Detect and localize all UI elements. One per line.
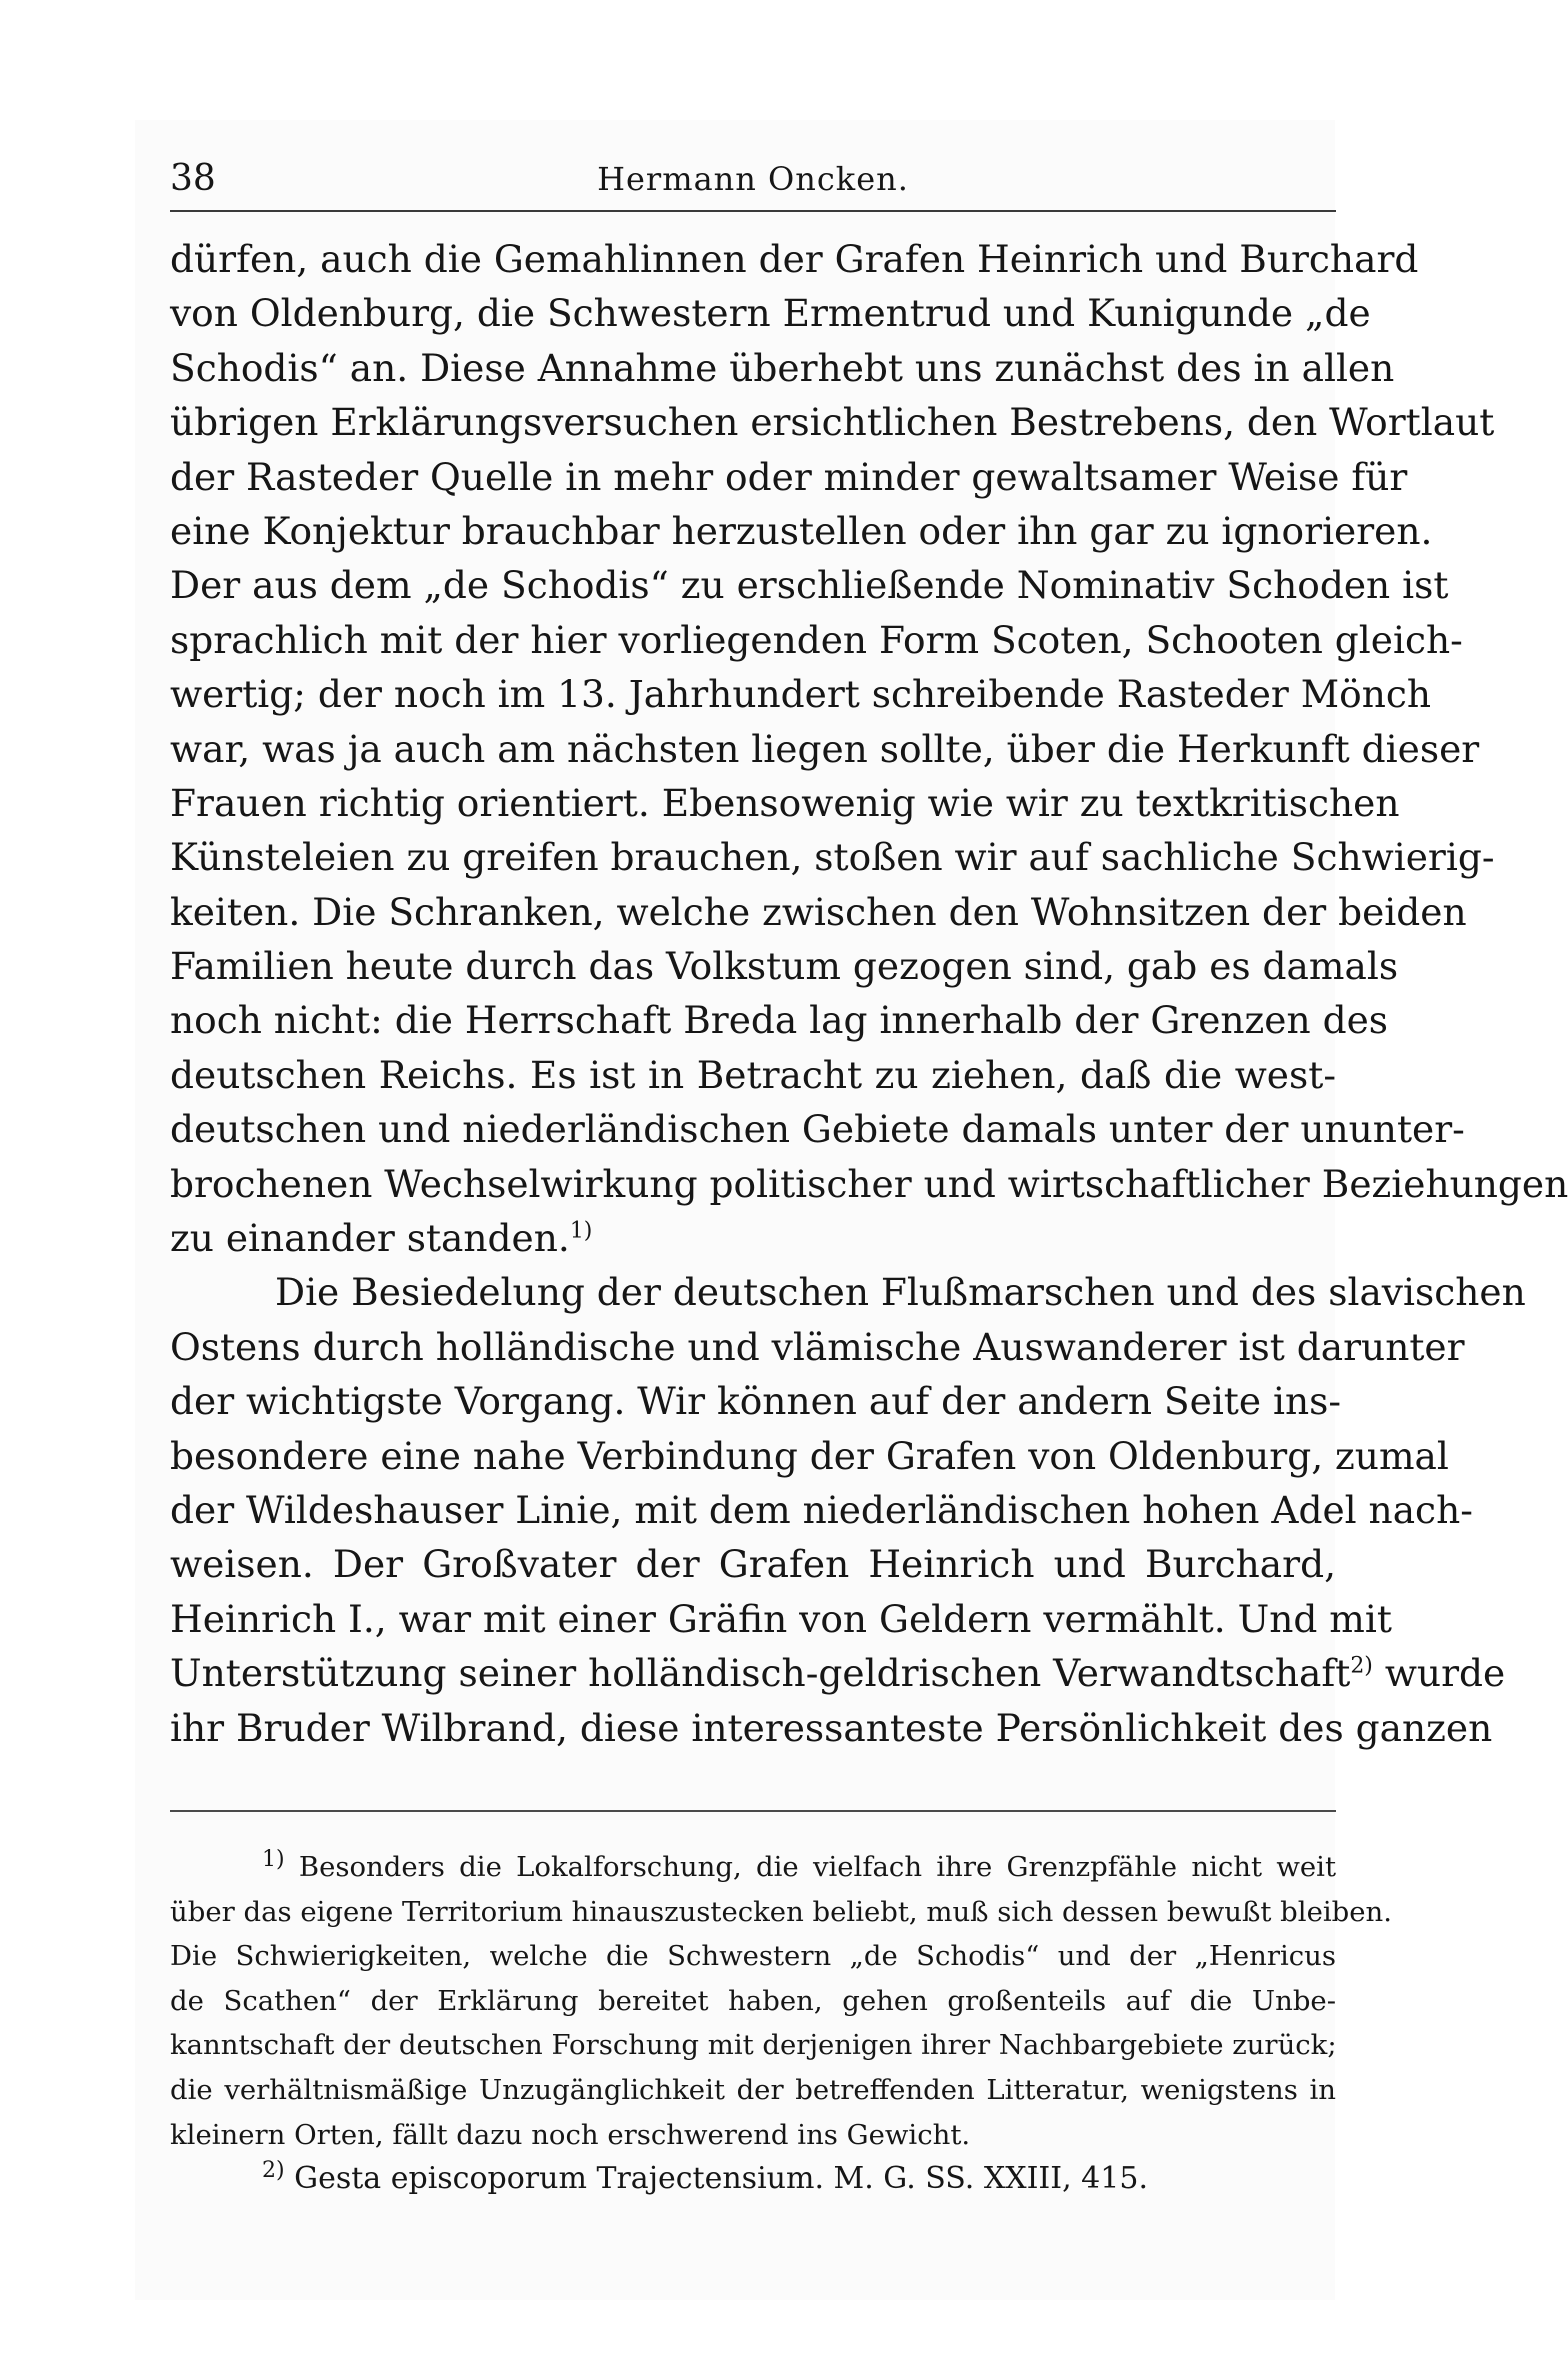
text-line-content: Unterstützung seiner holländisch-geldrischen Verwandtschaft <box>170 1651 1351 1696</box>
text-line: Frauen richtig orientiert. Ebensowenig wie wir zu textkritischen <box>170 780 1400 825</box>
footnote-line: kanntschaft der deutschen Forschung mit derjenigen ihrer Nachbargebiete zurück; <box>170 2029 1337 2062</box>
text-line: weisen. Der Großvater der Grafen Heinrich und Burchard, <box>170 1542 1336 1587</box>
footnote-line: über das eigene Territorium hinauszustecken beliebt, muß sich dessen bewußt bleiben. <box>170 1895 1392 1928</box>
text-line: keiten. Die Schranken, welche zwischen den Wohnsitzen der beiden <box>170 889 1467 934</box>
text-line: Schodis“ an. Diese Annahme überhebt uns zunächst des in allen <box>170 345 1395 390</box>
text-line: der Rasteder Quelle in mehr oder minder gewaltsamer Weise für <box>170 454 1408 499</box>
text-line: deutschen Reichs. Es ist in Betracht zu ziehen, daß die west- <box>170 1052 1336 1097</box>
text-line-content: zu einander standen. <box>170 1216 570 1261</box>
text-line: deutschen und niederländischen Gebiete damals unter der ununter- <box>170 1107 1465 1152</box>
body-text <box>170 232 1568 1755</box>
footnote-text: Besonders die Lokalforschung, die vielfach ihre Grenzpfähle nicht weit <box>298 1851 1336 1883</box>
footnote-line: de Scathen“ der Erklärung bereitet haben, gehen großenteils auf die Unbe- <box>170 1984 1336 2017</box>
text-line: der wichtigste Vorgang. Wir können auf der andern Seite ins- <box>170 1379 1342 1424</box>
text-line: Ostens durch holländische und vlämische Auswanderer ist darunter <box>170 1324 1465 1369</box>
footnote-line: Die Schwierigkeiten, welche die Schwestern „de Schodis“ und der „Henricus <box>170 1940 1336 1973</box>
text-line: brochenen Wechselwirkung politischer und wirtschaftlicher Beziehungen <box>170 1161 1568 1206</box>
footnote-ref-2: 2) <box>1350 1653 1373 1679</box>
text-line: der Wildeshauser Linie, mit dem niederländischen hohen Adel nach- <box>170 1487 1473 1532</box>
text-line: von Oldenburg, die Schwestern Ermentrud und Kunigunde „de <box>170 291 1371 336</box>
footnote-line: die verhältnismäßige Unzugänglichkeit der betreffenden Litteratur, wenigstens in <box>170 2073 1336 2106</box>
text-line: besondere eine nahe Verbindung der Grafen von Oldenburg, zumal <box>170 1433 1449 1478</box>
footnotes <box>170 1845 1392 2202</box>
text-line: Familien heute durch das Volkstum gezogen sind, gab es damals <box>170 944 1399 989</box>
footnote-marker-1: 1) <box>262 1846 285 1872</box>
running-title: Hermann Oncken. <box>597 160 909 198</box>
footnote-line <box>170 1845 1336 1890</box>
text-line <box>170 1211 1336 1265</box>
running-head <box>170 150 1336 212</box>
text-line: Heinrich I., war mit einer Gräfin von Geldern vermählt. Und mit <box>170 1596 1392 1641</box>
footnote-text: Gesta episcoporum Trajectensium. M. G. SS. XXIII, 415. <box>294 2161 1148 2197</box>
page-number: 38 <box>170 158 216 199</box>
text-line: übrigen Erklärungsversuchen ersichtlichen Bestrebens, den Wortlaut <box>170 400 1495 445</box>
text-line: noch nicht: die Herrschaft Breda lag innerhalb der Grenzen des <box>170 998 1389 1043</box>
text-line: sprachlich mit der hier vorliegenden Form Scoten, Schooten gleich- <box>170 617 1463 662</box>
text-line: eine Konjektur brauchbar herzustellen oder ihn gar zu ignorieren. <box>170 508 1433 553</box>
footnote-ref-1: 1) <box>569 1218 593 1244</box>
text-line: Die Besiedelung der deutschen Flußmarschen und des slavischen <box>275 1270 1526 1315</box>
footnote-divider <box>170 1810 1336 1812</box>
text-line: wertig; der noch im 13. Jahrhundert schreibende Rasteder Mönch <box>170 672 1432 717</box>
text-line <box>170 1646 1506 1700</box>
footnote-line <box>170 2157 1336 2202</box>
text-line: dürfen, auch die Gemahlinnen der Grafen Heinrich und Burchard <box>170 237 1419 281</box>
text-line: war, was ja auch am nächsten liegen sollte, über die Herkunft dieser <box>170 726 1480 771</box>
text-line-tail: wurde <box>1372 1651 1506 1696</box>
footnote-line: kleinern Orten, fällt dazu noch erschwerend ins Gewicht. <box>170 2118 971 2151</box>
text-line: Der aus dem „de Schodis“ zu erschließende Nominativ Schoden ist <box>170 563 1449 608</box>
text-line: ihr Bruder Wilbrand, diese interessanteste Persönlichkeit des ganzen <box>170 1705 1493 1750</box>
footnote-marker-2: 2) <box>262 2158 285 2184</box>
text-line: Künsteleien zu greifen brauchen, stoßen wir auf sachliche Schwierig- <box>170 835 1495 880</box>
book-page <box>135 120 1568 2300</box>
